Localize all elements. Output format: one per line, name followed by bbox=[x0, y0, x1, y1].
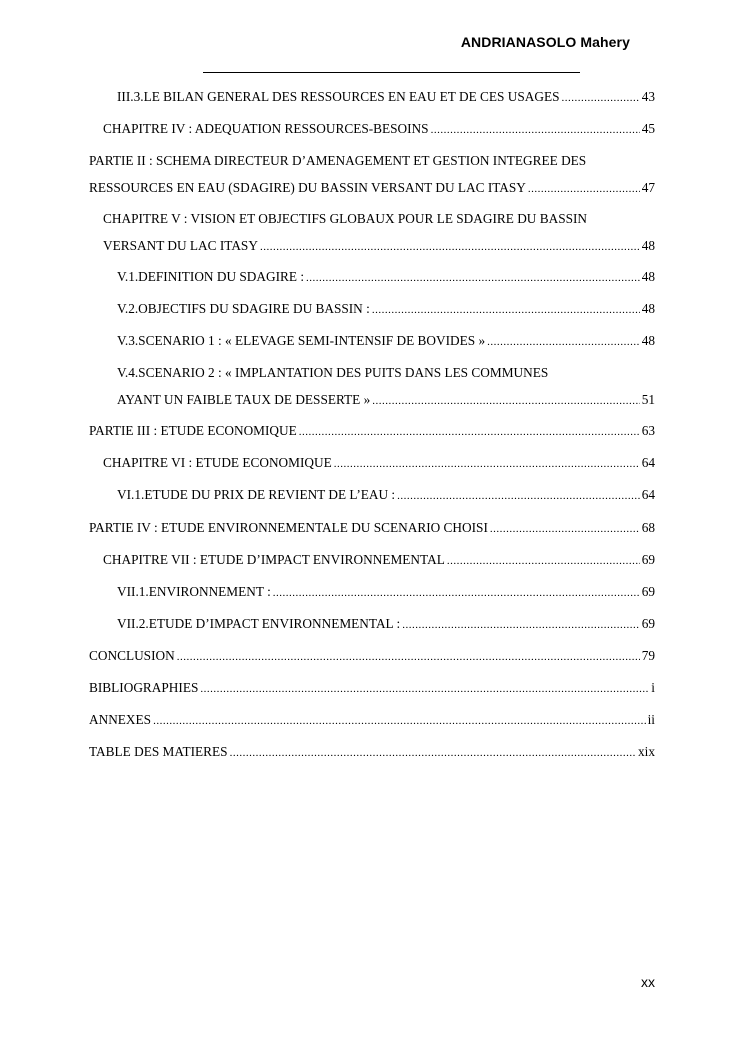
toc-leader bbox=[372, 302, 640, 318]
toc-entry-page: i bbox=[651, 680, 655, 695]
toc-entry-title-line1: CHAPITRE V : VISION ET OBJECTIFS GLOBAUX POUR LE SDAGIRE DU BASSIN bbox=[103, 211, 588, 226]
toc-entry[interactable] bbox=[117, 365, 655, 409]
toc-entry-page: 69 bbox=[641, 552, 655, 567]
toc-entry-title: VII.2.ETUDE D’IMPACT ENVIRONNEMENTAL : bbox=[117, 616, 401, 631]
toc-entry[interactable] bbox=[89, 648, 655, 665]
toc-entry-page: 69 bbox=[641, 584, 655, 599]
toc-entry-title-line1: PARTIE II : SCHEMA DIRECTEUR D’AMENAGEMENT ET GESTION INTEGREE DES bbox=[89, 153, 587, 168]
toc-entry[interactable] bbox=[103, 211, 655, 255]
toc-entry[interactable] bbox=[89, 520, 655, 537]
toc-entry-title: VI.1.ETUDE DU PRIX DE REVIENT DE L’EAU : bbox=[117, 487, 396, 502]
page-number: xx bbox=[641, 974, 655, 990]
toc-leader bbox=[431, 122, 640, 138]
toc-entry[interactable] bbox=[117, 301, 655, 318]
toc-entry-page: 48 bbox=[641, 301, 655, 316]
toc-entry[interactable] bbox=[103, 455, 655, 472]
toc-entry-title: AYANT UN FAIBLE TAUX DE DESSERTE » bbox=[117, 392, 371, 407]
page-header-author: ANDRIANASOLO Mahery bbox=[460, 34, 630, 50]
toc-entry-title: CHAPITRE VII : ETUDE D’IMPACT ENVIRONNEMENTAL bbox=[103, 552, 445, 567]
toc-entry[interactable] bbox=[117, 269, 655, 286]
toc-entry[interactable] bbox=[103, 552, 655, 569]
toc-leader bbox=[200, 681, 649, 697]
toc-leader bbox=[402, 617, 640, 633]
toc-entry-title: CHAPITRE IV : ADEQUATION RESSOURCES-BESOINS bbox=[103, 121, 429, 136]
toc-entry[interactable] bbox=[89, 153, 655, 197]
toc-entry[interactable] bbox=[117, 616, 655, 633]
toc-leader bbox=[153, 713, 646, 729]
toc-entry-page: 48 bbox=[641, 333, 655, 348]
toc-entry[interactable] bbox=[117, 89, 655, 106]
toc-entry-page: xix bbox=[638, 744, 655, 759]
toc-entry-title: PARTIE III : ETUDE ECONOMIQUE bbox=[89, 423, 297, 438]
toc-entry-title: TABLE DES MATIERES bbox=[89, 744, 228, 759]
toc-entry-page: 64 bbox=[641, 455, 655, 470]
toc-entry-page: 79 bbox=[641, 648, 655, 663]
toc-entry-page: 47 bbox=[641, 180, 655, 195]
toc-entry-page: 43 bbox=[641, 89, 655, 104]
toc-leader bbox=[230, 745, 636, 761]
toc-entry[interactable] bbox=[117, 584, 655, 601]
toc-entry-title: III.3.LE BILAN GENERAL DES RESSOURCES EN EAU ET DE CES USAGES bbox=[117, 89, 560, 104]
toc-leader bbox=[273, 585, 640, 601]
toc-entry-title: V.2.OBJECTIFS DU SDAGIRE DU BASSIN : bbox=[117, 301, 370, 316]
toc-leader bbox=[447, 553, 640, 569]
toc-entry-title: CONCLUSION bbox=[89, 648, 175, 663]
toc-leader bbox=[397, 488, 640, 504]
toc-entry-title: VII.1.ENVIRONNEMENT : bbox=[117, 584, 271, 599]
toc-entry-page: 68 bbox=[641, 520, 655, 535]
toc-entry-page: 63 bbox=[641, 423, 655, 438]
toc-leader bbox=[177, 649, 640, 665]
toc-leader bbox=[487, 334, 640, 350]
toc-entry-page: 69 bbox=[641, 616, 655, 631]
toc-entry-title: PARTIE IV : ETUDE ENVIRONNEMENTALE DU SCENARIO CHOISI bbox=[89, 520, 488, 535]
toc-entry[interactable] bbox=[89, 680, 655, 697]
toc-leader bbox=[306, 270, 640, 286]
toc-entry-page: 48 bbox=[641, 238, 655, 253]
toc-entry-title: BIBLIOGRAPHIES bbox=[89, 680, 199, 695]
toc-entry[interactable] bbox=[103, 121, 655, 138]
toc-entry[interactable] bbox=[117, 333, 655, 350]
toc-entry-page: 45 bbox=[641, 121, 655, 136]
toc-leader bbox=[528, 181, 640, 197]
toc-entry-page: 51 bbox=[641, 392, 655, 407]
toc-entry[interactable] bbox=[89, 712, 655, 729]
toc-entry[interactable] bbox=[117, 487, 655, 504]
toc-leader bbox=[372, 393, 639, 409]
header-divider bbox=[203, 72, 580, 73]
toc-leader bbox=[562, 90, 640, 106]
toc-entry-title: V.1.DEFINITION DU SDAGIRE : bbox=[117, 269, 305, 284]
toc-entry-title: V.3.SCENARIO 1 : « ELEVAGE SEMI-INTENSIF DE BOVIDES » bbox=[117, 333, 486, 348]
toc-entry-title: VERSANT DU LAC ITASY bbox=[103, 238, 258, 253]
toc-entry-page: 48 bbox=[641, 269, 655, 284]
toc-entry[interactable] bbox=[89, 423, 655, 440]
toc-leader bbox=[299, 424, 640, 440]
toc-leader bbox=[260, 239, 640, 255]
toc-leader bbox=[490, 521, 640, 537]
toc-entry-title-line1: V.4.SCENARIO 2 : « IMPLANTATION DES PUITS DANS LES COMMUNES bbox=[117, 365, 549, 380]
toc-entry-page: 64 bbox=[641, 487, 655, 502]
toc-leader bbox=[334, 456, 640, 472]
toc-entry-title: RESSOURCES EN EAU (SDAGIRE) DU BASSIN VERSANT DU LAC ITASY bbox=[89, 180, 526, 195]
toc-entry[interactable] bbox=[89, 744, 655, 761]
toc-entry-title: CHAPITRE VI : ETUDE ECONOMIQUE bbox=[103, 455, 332, 470]
toc-entry-title: ANNEXES bbox=[89, 712, 152, 727]
toc-entry-page: ii bbox=[647, 712, 655, 727]
